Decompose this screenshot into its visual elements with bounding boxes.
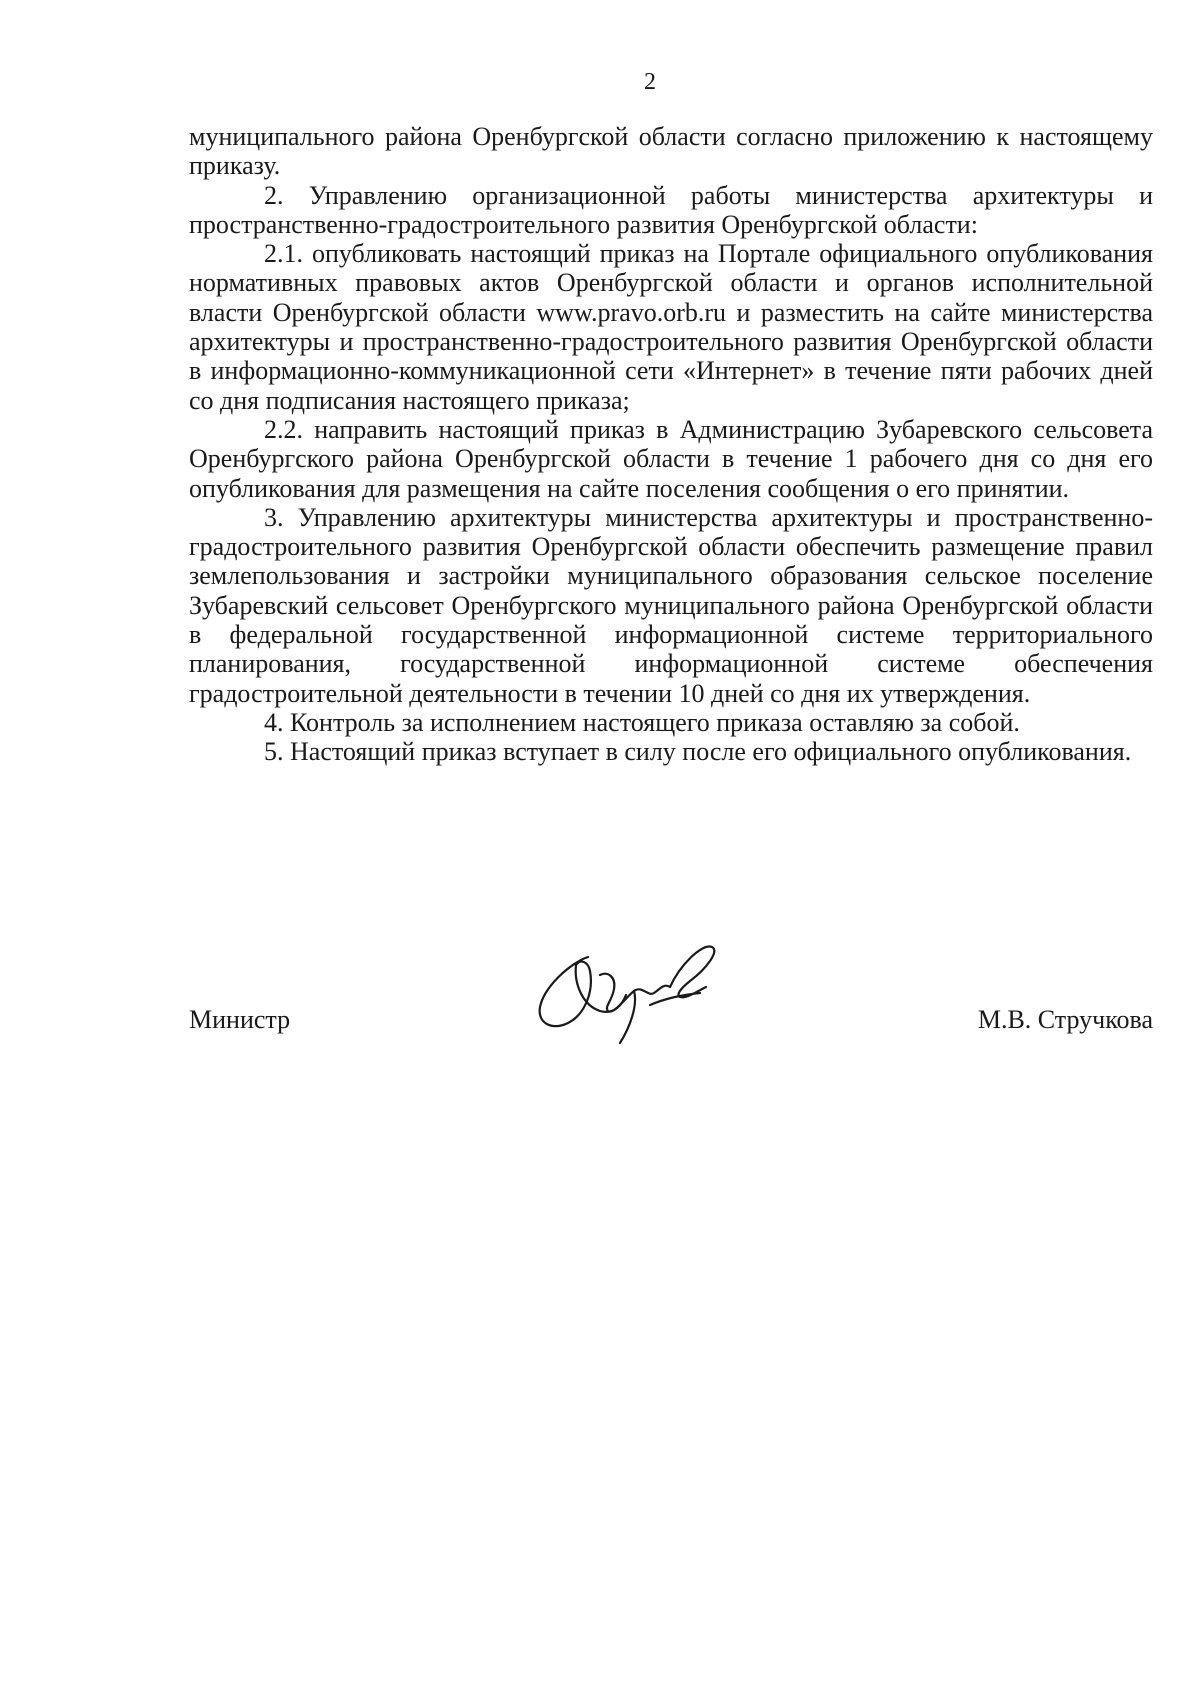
page-number: 2 (644, 69, 656, 95)
paragraph-continuation: муниципального района Оренбургской области согласно приложению к настоящему приказу. (189, 122, 1153, 181)
signatory-name: М.В. Стручкова (977, 1005, 1153, 1034)
paragraph-item-5: 5. Настоящий приказ вступает в силу после его официального опубликования. (264, 737, 1132, 767)
paragraph-item-2-2: 2.2. направить настоящий приказ в Администрацию Зубаревского сельсовета Оренбургского района Оренбургской области в течение 1 рабочего дня со дня его опубликования для размещения на сайте поселения сообщения о его принятии. (189, 414, 1153, 503)
signatory-title: Министр (189, 1005, 291, 1034)
paragraph-item-3: 3. Управлению архитектуры министерства архитектуры и пространственно-градостроительного развития Оренбургской области обеспечить размещение правил землепользования и застройки муниципального образования сельское поселение Зубаревский сельсовет Оренбургского муниципального района Оренбургской области в федеральной государственной информационной системе территориального планирования, государственной информационной системе обеспечения градостроительной деятельности в течении 10 дней со дня их утверждения. (189, 502, 1153, 708)
document-body (189, 122, 1153, 767)
paragraph-item-4: 4. Контроль за исполнением настоящего приказа оставляю за собой. (264, 707, 1020, 737)
paragraph-item-2-1: 2.1. опубликовать настоящий приказ на Портале официального опубликования нормативных правовых актов Оренбургской области и органов исполнительной власти Оренбургской области www.pravo.orb.ru и разместить на сайте министерства архитектуры и пространственно-градостроительного развития Оренбургской области в информационно-коммуникационной сети «Интернет» в течение пяти рабочих дней со дня подписания настоящего приказа; (189, 239, 1153, 415)
handwritten-signature (530, 935, 730, 1045)
paragraph-item-2: 2. Управлению организационной работы министерства архитектуры и пространственно-градостроительного развития Оренбургской области: (189, 180, 1153, 239)
